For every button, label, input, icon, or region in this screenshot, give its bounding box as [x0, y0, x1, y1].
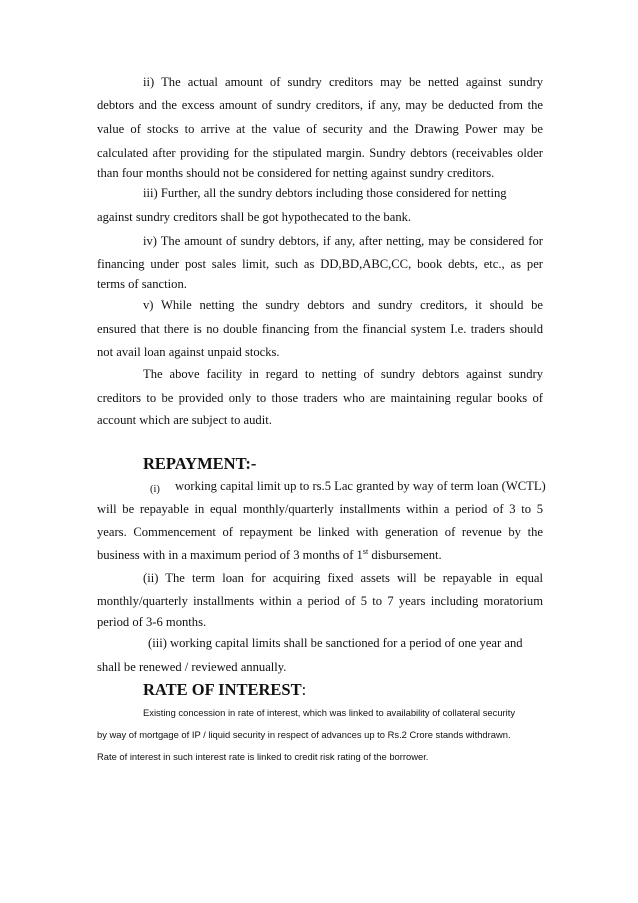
paragraph-line: debtors and the excess amount of sundry creditors, if any, may be deducted from the	[97, 98, 543, 112]
line-text: disbursement.	[368, 548, 442, 562]
list-marker	[150, 481, 172, 497]
paragraph-line: terms of sanction.	[97, 277, 187, 291]
paragraph-line: Existing concession in rate of interest, which was linked to availability of collateral security	[143, 707, 516, 718]
superscript: st	[362, 547, 369, 556]
paragraph-line: iii) Further, all the sundry debtors including those considered for netting	[143, 186, 507, 200]
paragraph-line	[97, 548, 543, 563]
list-marker-text: (i)	[150, 484, 160, 495]
paragraph-line: than four months should not be considered for netting against sundry creditors.	[97, 166, 495, 180]
paragraph-line: (iii) working capital limits shall be sanctioned for a period of one year and	[148, 636, 523, 650]
paragraph-line: (ii) The term loan for acquiring fixed assets will be repayable in equal	[143, 571, 543, 585]
paragraph-line: against sundry creditors shall be got hypothecated to the bank.	[97, 210, 412, 224]
paragraph-line: monthly/quarterly installments within a period of 5 to 7 years including moratorium	[97, 594, 543, 608]
paragraph-line: Rate of interest in such interest rate is linked to credit risk rating of the borrower.	[97, 751, 429, 762]
paragraph-line: value of stocks to arrive at the value of security and the Drawing Power may be	[97, 122, 543, 136]
paragraph-line: financing under post sales limit, such as DD,BD,ABC,CC, book debts, etc., as per	[97, 257, 543, 271]
heading-colon: :	[301, 680, 307, 699]
paragraph-line: not avail loan against unpaid stocks.	[97, 345, 280, 359]
heading-text: RATE OF INTEREST	[143, 680, 302, 699]
repayment-heading: REPAYMENT:-	[143, 454, 257, 473]
paragraph-line: v) While netting the sundry debtors and sundry creditors, it should be	[143, 298, 543, 312]
paragraph-line: will be repayable in equal monthly/quarterly installments within a period of 3 to 5	[97, 502, 543, 516]
line-text: business with in a maximum period of 3 months of 1	[97, 548, 363, 562]
paragraph-line: years. Commencement of repayment be linked with generation of revenue by the	[97, 525, 543, 539]
paragraph-line: account which are subject to audit.	[97, 413, 272, 427]
paragraph-line: The above facility in regard to netting of sundry debtors against sundry	[143, 367, 543, 381]
paragraph-line: ii) The actual amount of sundry creditors may be netted against sundry	[143, 75, 543, 89]
rate-of-interest-heading	[143, 680, 306, 700]
paragraph-line: creditors to be provided only to those traders who are maintaining regular books of	[97, 391, 543, 405]
paragraph-line: iv) The amount of sundry debtors, if any, after netting, may be considered for	[143, 234, 543, 248]
paragraph-line: shall be renewed / reviewed annually.	[97, 660, 287, 674]
paragraph-line: calculated after providing for the stipulated margin. Sundry debtors (receivables older	[97, 146, 543, 160]
paragraph-line: period of 3-6 months.	[97, 615, 207, 629]
paragraph-line: ensured that there is no double financing from the financial system I.e. traders should	[97, 322, 543, 336]
paragraph-line: by way of mortgage of IP / liquid security in respect of advances up to Rs.2 Crore stands withdrawn.	[97, 729, 511, 740]
paragraph-line: working capital limit up to rs.5 Lac granted by way of term loan (WCTL)	[175, 479, 546, 493]
